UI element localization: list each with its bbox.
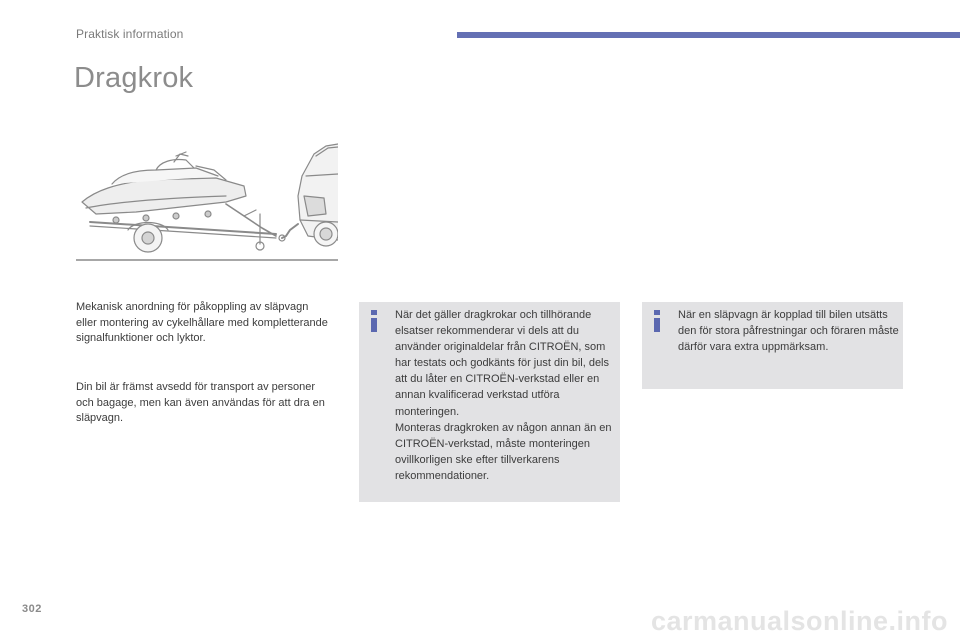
intro-text: Mekanisk anordning för påkoppling av släpvagn eller montering av cykelhållare med kompletterande signalfunktioner och lyktor. [76,301,328,345]
info-box-text [395,307,617,484]
usage-paragraph [76,380,331,427]
info-box-text-1: När det gäller dragkrokar och tillhörande elsatser rekommenderar vi dels att du använder originaldelar från CITROËN, som har testats och godkänts för just din bil, dels att du låter en CITROËN-verkstad eller en annan kvalificerad verkstad utföra monteringen. [395,309,610,418]
info-box-caution [642,302,903,389]
info-box-text-1: När en släpvagn är kopplad till bilen utsätts den för stora påfrestningar och föraren måste därför vara extra uppmärksam. [678,309,899,354]
intro-paragraph [76,300,331,347]
watermark: carmanualsonline.info [650,606,948,636]
page-number: 302 [22,603,42,615]
info-box-text [678,307,900,355]
info-box-parts [359,302,620,502]
header-accent-bar [457,32,960,38]
info-box-text-2: Monteras dragkroken av någon annan än en CITROËN-verkstad, måste monteringen ovillkorligen ske efter tillverkarens rekommendationer. [395,421,612,482]
tow-illustration [76,140,338,262]
page-title: Dragkrok [74,62,194,94]
info-icon [369,310,379,332]
usage-text: Din bil är främst avsedd för transport av personer och bagage, men kan även användas för att dra en släpvagn. [76,381,325,425]
section-label: Praktisk information [76,27,184,41]
info-icon [652,310,662,332]
